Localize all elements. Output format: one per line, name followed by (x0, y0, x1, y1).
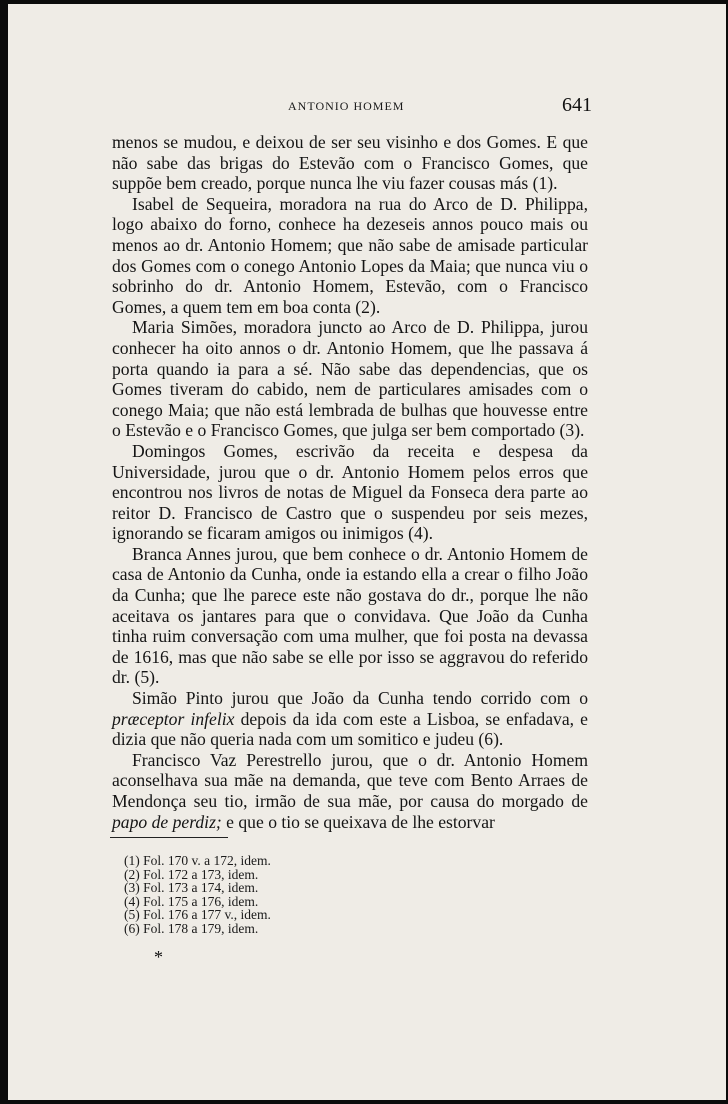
paragraph-francisco-vaz-perestrello (112, 750, 588, 832)
footnote-item: (2) Fol. 172 a 173, idem. (124, 866, 259, 882)
book-page (8, 4, 726, 1100)
latin-phrase: præceptor infelix (112, 708, 235, 729)
paragraph-branca-annes: Branca Annes jurou, que bem conhece o dr. Antonio Homem de casa de Antonio da Cunha, onde ia estando ella a crear o filho João da Cunha; que lhe parece este não gostava do dr., porque lhe não aceitava os jantares para que o convidava. Que João da Cunha tinha ruim conversação com uma mulher, que foi posta na devassa de 1616, mas que não sabe se elle por isso se aggravou do referido dr. (5). (112, 543, 588, 688)
footnote-divider (110, 837, 228, 838)
text-run: e que o tio se queixava de lhe estorvar (221, 811, 495, 832)
text-run: Francisco Vaz Perestrello jurou, que o dr. Antonio Homem aconselhava sua mãe na demanda, que teve com Bento Arraes de Mendonça seu tio, irmão de sua mãe, por causa do morgado de (112, 749, 588, 811)
paragraph-domingos-gomes: Domingos Gomes, escrivão da receita e despesa da Universidade, jurou que o dr. Antonio Homem pelos erros que encontrou nos livros de notas de Miguel da Fonseca dera parte ao reitor D. Francisco de Castro que o suspendeu por seis mezes, ignorando se ficaram amigos ou inimigos (4). (112, 440, 588, 544)
paragraph-isabel-de-sequeira: Isabel de Sequeira, moradora na rua do Arco de D. Philippa, logo abaixo do forno, conhece ha dezeseis annos pouco mais ou menos ao dr. Antonio Homem; que não sabe de amisade particular dos Gomes com o conego Antonio Lopes da Maia; que nunca viu o sobrinho do dr. Antonio Homem, Estevão, com o Francisco Gomes, a quem tem em boa conta (2). (112, 193, 588, 317)
footnote-item: (3) Fol. 173 a 174, idem. (124, 880, 259, 896)
footnote-item: (1) Fol. 170 v. a 172, idem. (124, 853, 271, 868)
paragraph-continuation: menos se mudou, e deixou de ser seu visinho e dos Gomes. E que não sabe das brigas do Estevão com o Francisco Gomes, que suppõe bem creado, porque nunca lhe viu fazer cousas más (1). (112, 132, 588, 194)
footnote-item: (5) Fol. 176 a 177 v., idem. (124, 907, 271, 923)
page-header (108, 96, 592, 120)
signature-mark: * (154, 947, 163, 967)
paragraph-simao-pinto (112, 688, 588, 750)
text-run: depois da ida com este a Lisboa, se enfadava, e dizia que não queria nada com um somitico e judeu (6). (112, 708, 588, 750)
running-head: ANTONIO HOMEM (288, 99, 405, 113)
body-text (112, 132, 588, 832)
page-number: 641 (562, 94, 592, 116)
footnote-item: (4) Fol. 175 a 176, idem. (124, 893, 259, 909)
footnote-item: (6) Fol. 178 a 179, idem. (124, 920, 259, 936)
footnotes (124, 854, 271, 936)
paragraph-maria-simoes: Maria Simões, moradora juncto ao Arco de D. Philippa, jurou conhecer ha oito annos o dr. Antonio Homem, que lhe passava á porta quando ia para a sé. Não sabe das dependencias, que os Gomes tiveram do cabido, nem de particulares amisades com o conego Maia; que não está lembrada de bulhas que houvesse entre o Estevão e o Francisco Gomes, que julga ser bem comportado (3). (112, 317, 588, 441)
italic-phrase: papo de perdiz; (112, 811, 222, 832)
text-run: Simão Pinto jurou que João da Cunha tendo corrido com o (132, 688, 588, 709)
